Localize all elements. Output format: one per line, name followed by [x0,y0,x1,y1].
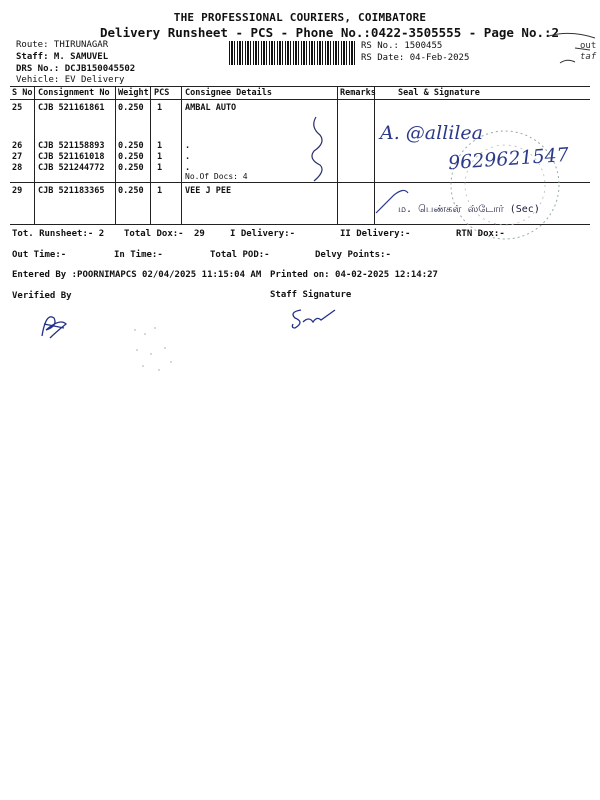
table-row-sno: 28 [12,163,23,173]
col-divider [34,86,35,224]
i-delivery: I Delivery:- [230,229,296,239]
col-divider [181,86,182,224]
col-header-pcs: PCS [154,88,170,98]
table-top-border [10,86,590,87]
table-row-sno: 25 [12,103,23,113]
barcode [229,41,355,65]
no-of-docs: No.Of Docs: 4 [185,172,248,181]
table-row-consignee: AMBAL AUTO [185,103,237,113]
entered-by: Entered By :POORNIMAPCS 02/04/2025 11:15:04 AM [12,270,262,280]
printed-on: Printed on: 04-02-2025 12:14:27 [270,270,438,280]
col-header-seal: Seal & Signature [398,88,480,98]
tot-runsheet: Tot. Runsheet:- 2 [12,229,105,239]
brace-mark [300,115,330,185]
table-row-sno: 27 [12,152,23,162]
staff-signature-label: Staff Signature [270,290,352,300]
table-header-border [10,99,590,100]
col-divider [150,86,151,224]
table-row-pcs: 1 [157,103,163,113]
col-divider [115,86,116,224]
table-row-consignee: . [185,163,191,173]
table-row-consignee: VEE J PEE [185,186,232,196]
table-row-weight: 0.250 [118,103,144,113]
table-row-weight: 0.250 [118,163,144,173]
in-time: In Time:- [114,250,163,260]
margin-pen-strokes [545,28,600,98]
table-row-pcs: 1 [157,141,163,151]
table-row-sno: 29 [12,186,23,196]
table-row-consignment: CJB 521183365 [38,186,105,196]
staff-label: Staff: M. SAMUVEL [16,52,109,62]
handwritten-name: A. @allilea [380,122,484,144]
table-row-consignment: CJB 521158893 [38,141,105,151]
staff-signature [287,302,347,332]
delvy-points: Delvy Points:- [315,250,391,260]
col-header-weight: Weight [118,88,149,98]
col-header-remarks: Remarks [340,88,376,98]
table-row-weight: 0.250 [118,186,144,196]
col-header-sno: S No [12,88,33,98]
total-dox-label: Total Dox:- [124,229,184,239]
table-row-pcs: 1 [157,152,163,162]
margin-text-1: out [580,41,597,51]
margin-text-2: taf [580,52,597,62]
rs-date: RS Date: 04-Feb-2025 [361,53,470,63]
table-row-consignment: CJB 521161018 [38,152,105,162]
company-title: THE PROFESSIONAL COURIERS, COIMBATORE [173,11,427,24]
rtn-dox: RTN Dox:- [456,229,505,239]
out-time: Out Time:- [12,250,67,260]
table-row-weight: 0.250 [118,141,144,151]
table-row-consignment: CJB 521244772 [38,163,105,173]
ii-delivery: II Delivery:- [340,229,411,239]
table-row-consignee: . [185,141,191,151]
table-row-pcs: 1 [157,186,163,196]
table-row-consignment: CJB 521161861 [38,103,105,113]
verified-signature [36,308,76,342]
col-header-consignee: Consignee Details [185,88,272,98]
verified-by-label: Verified By [12,291,72,301]
table-row-weight: 0.250 [118,152,144,162]
handwritten-phone: 9629621547 [447,143,570,175]
total-pod: Total POD:- [210,250,270,260]
runsheet-subtitle: Delivery Runsheet - PCS - Phone No.:0422-3505555 - Page No.:2 [100,25,560,40]
vehicle-label: Vehicle: EV Delivery [16,75,125,85]
drs-number: DRS No.: DCJB150045502 [16,64,136,74]
bleed-through-marks [125,320,185,380]
table-row-consignee: . [185,152,191,162]
route-label: Route: THIRUNAGAR [16,40,109,50]
handwritten-tamil-name: ம. பெண்கள் ஸ்டோர் (Sec) [398,204,540,215]
rs-number: RS No.: 1500455 [361,41,443,51]
total-dox-value: 29 [194,229,205,239]
table-row-pcs: 1 [157,163,163,173]
col-divider [337,86,338,224]
col-header-consignment: Consignment No [38,88,110,98]
table-row-sno: 26 [12,141,23,151]
